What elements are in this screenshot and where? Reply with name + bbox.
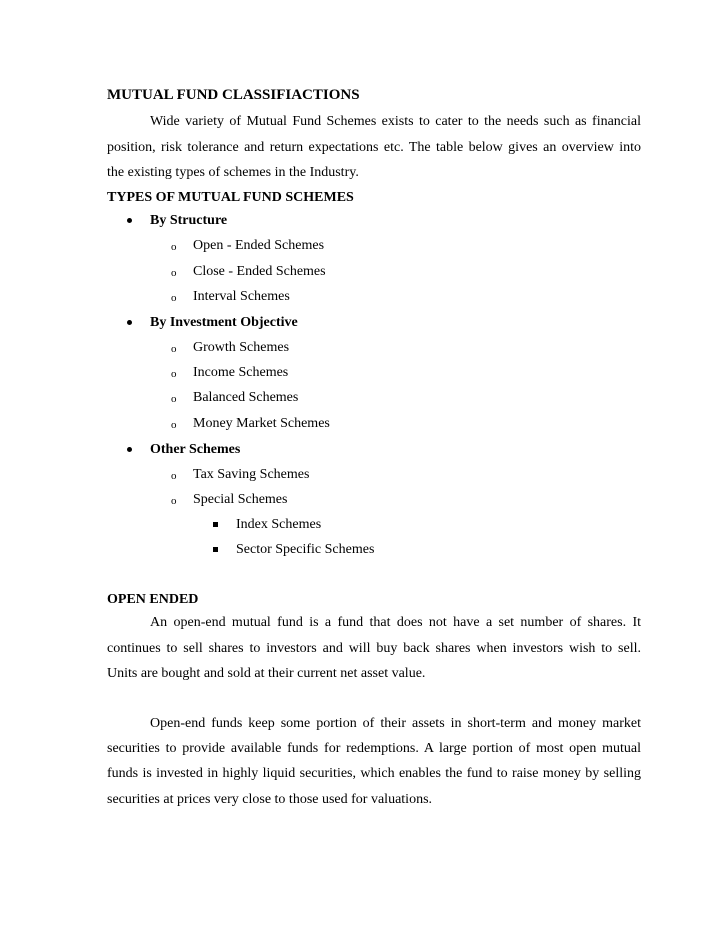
sub-bullet: o bbox=[171, 343, 177, 355]
bullet-dot bbox=[126, 319, 134, 327]
open-ended-p2-line-3: funds is invested in highly liquid securities, which enables the fund to raise money by selling bbox=[107, 766, 641, 781]
list-item: Open - Ended Schemes bbox=[193, 238, 325, 253]
open-ended-p1-line-2: continues to sell shares to investors and will buy back shares when investors wish to sell. bbox=[107, 641, 641, 656]
intro-line-2: position, risk tolerance and return expectations etc. The table below gives an overview into bbox=[107, 140, 641, 155]
open-ended-p1-line-3: Units are bought and sold at their current net asset value. bbox=[107, 666, 426, 681]
sub-bullet: o bbox=[171, 470, 177, 482]
intro-line-3: the existing types of schemes in the Industry. bbox=[107, 165, 359, 180]
list-item: Close - Ended Schemes bbox=[193, 264, 326, 279]
list-item: Interval Schemes bbox=[193, 289, 290, 304]
intro-line-1: Wide variety of Mutual Fund Schemes exists to cater to the needs such as financial bbox=[150, 114, 641, 129]
bullet-dot bbox=[126, 217, 134, 225]
list-item: Tax Saving Schemes bbox=[193, 467, 310, 482]
open-ended-p2-line-1: Open-end funds keep some portion of their assets in short-term and money market bbox=[150, 716, 641, 731]
sub-bullet: o bbox=[171, 292, 177, 304]
sub-bullet: o bbox=[171, 419, 177, 431]
types-heading: TYPES OF MUTUAL FUND SCHEMES bbox=[107, 190, 354, 205]
sub-bullet: o bbox=[171, 393, 177, 405]
list-item: Special Schemes bbox=[193, 492, 288, 507]
sub-bullet: o bbox=[171, 241, 177, 253]
group-label-objective: By Investment Objective bbox=[150, 315, 298, 330]
square-bullet bbox=[213, 547, 218, 552]
page-title: MUTUAL FUND CLASSIFIACTIONS bbox=[107, 87, 360, 103]
open-ended-p2-line-4: securities at prices very close to those used for valuations. bbox=[107, 792, 433, 807]
list-item: Growth Schemes bbox=[193, 340, 290, 355]
sub-bullet: o bbox=[171, 495, 177, 507]
list-item: Income Schemes bbox=[193, 365, 289, 380]
list-item: Index Schemes bbox=[236, 517, 322, 532]
open-ended-p1-line-1: An open-end mutual fund is a fund that does not have a set number of shares. It bbox=[150, 615, 641, 630]
list-item: Money Market Schemes bbox=[193, 416, 330, 431]
group-label-other: Other Schemes bbox=[150, 442, 241, 457]
sub-bullet: o bbox=[171, 368, 177, 380]
bullet-dot bbox=[126, 446, 134, 454]
open-ended-p2-line-2: securities to provide available funds for redemptions. A large portion of most open mutual bbox=[107, 741, 641, 756]
group-label-structure: By Structure bbox=[150, 213, 228, 228]
section-heading-open-ended: OPEN ENDED bbox=[107, 592, 199, 607]
list-item: Sector Specific Schemes bbox=[236, 542, 375, 557]
square-bullet bbox=[213, 522, 218, 527]
list-item: Balanced Schemes bbox=[193, 390, 299, 405]
sub-bullet: o bbox=[171, 267, 177, 279]
